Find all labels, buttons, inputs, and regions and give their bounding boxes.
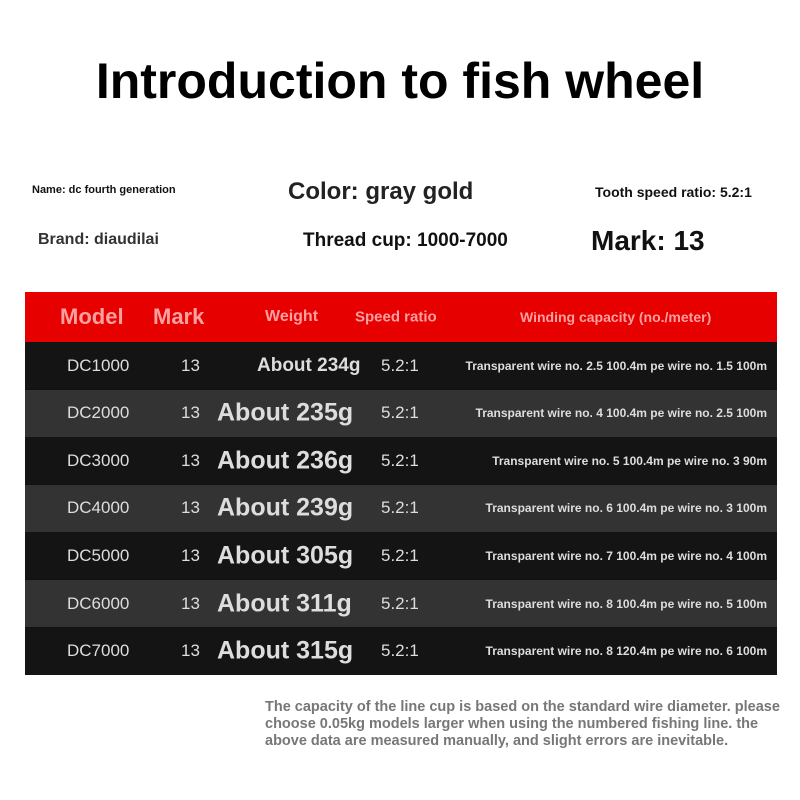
- cell-speed: 5.2:1: [381, 545, 419, 565]
- info-mark: Mark: 13: [591, 225, 705, 256]
- header-winding-capacity: Winding capacity (no./meter): [520, 309, 712, 325]
- table-row: [25, 437, 777, 484]
- cell-speed: 5.2:1: [381, 593, 419, 613]
- cell-speed: 5.2:1: [381, 641, 419, 661]
- cell-model: DC2000: [67, 403, 130, 423]
- spec-table: [25, 292, 777, 675]
- cell-capacity: Transparent wire no. 2.5 100.4m pe wire no. 1.5 100m: [465, 358, 767, 373]
- table-row: [25, 580, 777, 627]
- table-row: [25, 390, 777, 437]
- cell-mark: 13: [181, 355, 200, 375]
- cell-speed: 5.2:1: [381, 498, 419, 518]
- cell-model: DC1000: [67, 355, 130, 375]
- cell-mark: 13: [181, 641, 200, 661]
- cell-model: DC6000: [67, 593, 130, 613]
- cell-weight: About 305g: [217, 541, 354, 570]
- cell-model: DC5000: [67, 545, 130, 565]
- cell-capacity: Transparent wire no. 5 100.4m pe wire no. 3 90m: [492, 453, 767, 468]
- cell-mark: 13: [181, 593, 200, 613]
- info-thread-cup: Thread cup: 1000-7000: [303, 230, 508, 251]
- cell-mark: 13: [181, 403, 200, 423]
- cell-weight: About 236g: [217, 446, 354, 475]
- info-tooth-speed: Tooth speed ratio: 5.2:1: [595, 184, 752, 200]
- info-color: Color: gray gold: [288, 178, 474, 205]
- cell-mark: 13: [181, 450, 200, 470]
- header-mark: Mark: [153, 304, 205, 329]
- info-name: Name: dc fourth generation: [32, 184, 176, 196]
- cell-speed: 5.2:1: [381, 450, 419, 470]
- cell-capacity: Transparent wire no. 4 100.4m pe wire no. 2.5 100m: [475, 406, 767, 421]
- cell-capacity: Transparent wire no. 8 120.4m pe wire no. 6 100m: [485, 644, 767, 659]
- table-row: [25, 628, 777, 675]
- header-speed-ratio: Speed ratio: [355, 308, 437, 326]
- header-weight: Weight: [265, 308, 319, 325]
- table-row: [25, 485, 777, 532]
- cell-speed: 5.2:1: [381, 355, 419, 375]
- cell-capacity: Transparent wire no. 6 100.4m pe wire no. 3 100m: [485, 501, 767, 516]
- header-model: Model: [60, 304, 124, 329]
- cell-weight: About 234g: [257, 354, 361, 376]
- cell-capacity: Transparent wire no. 8 100.4m pe wire no. 5 100m: [485, 596, 767, 611]
- info-brand: Brand: diaudilai: [38, 231, 159, 248]
- cell-weight: About 239g: [217, 493, 354, 522]
- table-header: [25, 292, 777, 342]
- cell-mark: 13: [181, 498, 200, 518]
- table-row: [25, 532, 777, 579]
- cell-capacity: Transparent wire no. 7 100.4m pe wire no. 4 100m: [485, 548, 767, 563]
- table-row: [25, 342, 777, 389]
- page-title: Introduction to fish wheel: [95, 53, 705, 109]
- cell-model: DC3000: [67, 450, 130, 470]
- cell-speed: 5.2:1: [381, 403, 419, 423]
- cell-model: DC4000: [67, 498, 130, 518]
- cell-weight: About 311g: [217, 589, 352, 617]
- cell-weight: About 235g: [217, 398, 354, 427]
- cell-mark: 13: [181, 545, 200, 565]
- cell-model: DC7000: [67, 641, 130, 661]
- cell-weight: About 315g: [217, 636, 354, 665]
- footnote: The capacity of the line cup is based on the standard wire diameter. please choose 0.05kg models larger when using the numbered fishing line. the above data are measured manually, and slight errors are inevitable.: [265, 699, 780, 749]
